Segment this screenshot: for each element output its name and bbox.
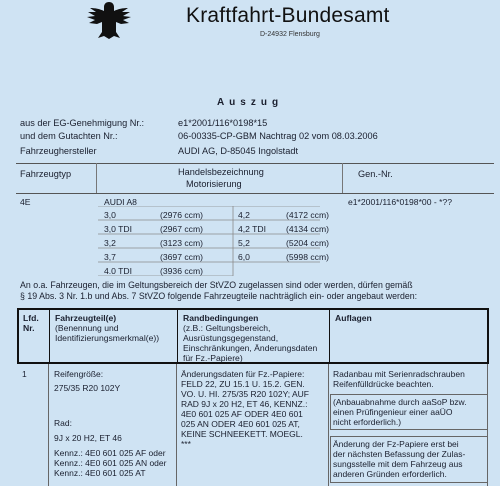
paragraph-line: § 19 Abs. 3 Nr. 1.b und Abs. 7 StVZO folgende Fahrzeugteile nachträglich ein- oder angebaut werden: — [20, 291, 418, 301]
header-number — [23, 313, 39, 333]
engine-ccm: (3123 ccm) — [160, 238, 203, 248]
header-conditions-sub: Einschränkungen, Änderungsdaten — [183, 343, 318, 353]
approval-number-label: aus der EG-Genehmigung Nr.: — [20, 118, 145, 128]
part-line: Kennz.: 4E0 601 025 AN oder — [54, 458, 167, 468]
row-number: 1 — [22, 369, 27, 379]
engine-name: 3,2 — [104, 238, 116, 248]
requirement-line: (Anbauabnahme durch aaSoP bzw. — [333, 397, 467, 407]
engine-name: 4.0 TDI — [104, 266, 133, 276]
parts-table-header — [17, 308, 489, 364]
col-gen-number: Gen.-Nr. — [358, 169, 393, 179]
table-divider — [329, 310, 330, 362]
report-number-label: und dem Gutachten Nr.: — [20, 131, 118, 141]
table-divider — [48, 364, 49, 486]
engine-ccm: (2976 ccm) — [160, 210, 203, 220]
engine-name: 6,0 — [238, 252, 250, 262]
col-vehicle-type: Fahrzeugtyp — [20, 169, 72, 179]
part-line: 9J x 20 H2, ET 46 — [54, 433, 122, 443]
header-part-sub: (Benennung und — [55, 323, 119, 333]
engine-ccm: (4172 ccm) — [286, 210, 329, 220]
engine-ccm: (5204 ccm) — [286, 238, 329, 248]
organization-address: D-24932 Flensburg — [260, 31, 320, 38]
col-trade-name: Handelsbezeichnung — [178, 167, 264, 177]
header-number-line: Nr. — [23, 323, 35, 333]
table-divider — [328, 364, 329, 486]
report-number-value: 06-00335-CP-GBM Nachtrag 02 vom 08.03.2006 — [178, 131, 378, 141]
requirement-line: anderen Gründen erforderlich. — [333, 469, 447, 479]
engine-ccm: (3697 ccm) — [160, 252, 203, 262]
requirement-line: Änderung der Fz-Papiere erst bei — [333, 439, 459, 449]
engine-ccm: (5998 ccm) — [286, 252, 329, 262]
requirement-line: nicht erforderlich.) — [333, 417, 402, 427]
header-number-line: Lfd. — [23, 313, 39, 323]
header-part-sub: Identifizierungsmerkmal(e)) — [55, 333, 160, 343]
federal-eagle-icon — [82, 0, 136, 40]
part-line: Rad: — [54, 418, 72, 428]
condition-line: Änderungsdaten für Fz.-Papiere: — [181, 369, 305, 379]
document-title: Auszug — [216, 97, 284, 108]
condition-line: RAD 9J x 20 H2, ET 46, KENNZ.: — [181, 399, 308, 409]
engine-name: 3,7 — [104, 252, 116, 262]
engine-ccm: (3936 ccm) — [160, 266, 203, 276]
part-line: 275/35 R20 102Y — [54, 383, 121, 393]
header-conditions — [183, 313, 317, 363]
table-divider — [342, 163, 343, 193]
manufacturer-value: AUDI AG, D-85045 Ingolstadt — [178, 146, 299, 156]
condition-line: 4E0 601 025 AF ODER 4E0 601 — [181, 409, 303, 419]
manufacturer-label: Fahrzeughersteller — [20, 146, 97, 156]
requirement-line: Reifenfülldrücke beachten. — [333, 379, 434, 389]
approval-number-value: e1*2001/116*0198*15 — [178, 118, 268, 128]
condition-line: VO. U. HI. 275/35 R20 102Y; AUF — [181, 389, 309, 399]
condition-line: 025 AN ODER 4E0 601 025 AT, — [181, 419, 300, 429]
legal-paragraph — [20, 280, 490, 302]
condition-line: *** — [181, 439, 191, 449]
vehicle-type-value: 4E — [20, 197, 31, 207]
table-divider — [96, 163, 97, 193]
header-conditions-sub: (z.B.: Geltungsbereich, — [183, 323, 271, 333]
engine-name: 4,2 — [238, 210, 250, 220]
requirement-line: sungsstelle mit dem Fahrzeug aus — [333, 459, 463, 469]
engine-name: 4,2 TDI — [238, 224, 267, 234]
engine-ccm: (4134 ccm) — [286, 224, 329, 234]
requirement-line: der nächsten Befassung der Zulas- — [333, 449, 466, 459]
header-requirements-title: Auflagen — [335, 313, 372, 323]
header-part — [55, 313, 159, 343]
table-top-rule — [16, 163, 494, 164]
requirement-line: einen Prüfingenieur einer aaÜO — [333, 407, 453, 417]
engine-name: 3,0 TDI — [104, 224, 133, 234]
table-divider — [176, 364, 177, 486]
table-header-rule — [16, 193, 494, 194]
condition-line: FELD 22, ZU 15.1 U. 15.2. GEN. — [181, 379, 305, 389]
engine-name: 3,0 — [104, 210, 116, 220]
part-line: Kennz.: 4E0 601 025 AF oder — [54, 448, 166, 458]
requirement-line: Radanbau mit Serienradschrauben — [333, 369, 465, 379]
table-divider — [49, 310, 50, 362]
organization-name: Kraftfahrt-Bundesamt — [186, 4, 390, 27]
engine-name: 5,2 — [238, 238, 250, 248]
gen-number-value: e1*2001/116*0198*00 - *?? — [348, 197, 453, 207]
header-part-title: Fahrzeugteil(e) — [55, 313, 117, 323]
part-line: Reifengröße: — [54, 369, 104, 379]
header-requirements — [335, 313, 372, 323]
header-conditions-sub: Ausrüstungsgegenstand, — [183, 333, 279, 343]
vehicle-model-value: AUDI A8 — [104, 197, 137, 207]
header-conditions-sub: für Fz.-Papiere) — [183, 353, 243, 363]
engine-ccm: (2967 ccm) — [160, 224, 203, 234]
paragraph-line: An o.a. Fahrzeugen, die im Geltungsbereich der StVZO zugelassen sind oder werden, dürfen gemäß — [20, 280, 413, 290]
header-conditions-title: Randbedingungen — [183, 313, 259, 323]
col-engine: Motorisierung — [186, 179, 242, 189]
part-line: Kennz.: 4E0 601 025 AT — [54, 468, 146, 478]
table-divider — [177, 310, 178, 362]
condition-line: KEINE SCHNEEKETT. MOEGL. — [181, 429, 303, 439]
